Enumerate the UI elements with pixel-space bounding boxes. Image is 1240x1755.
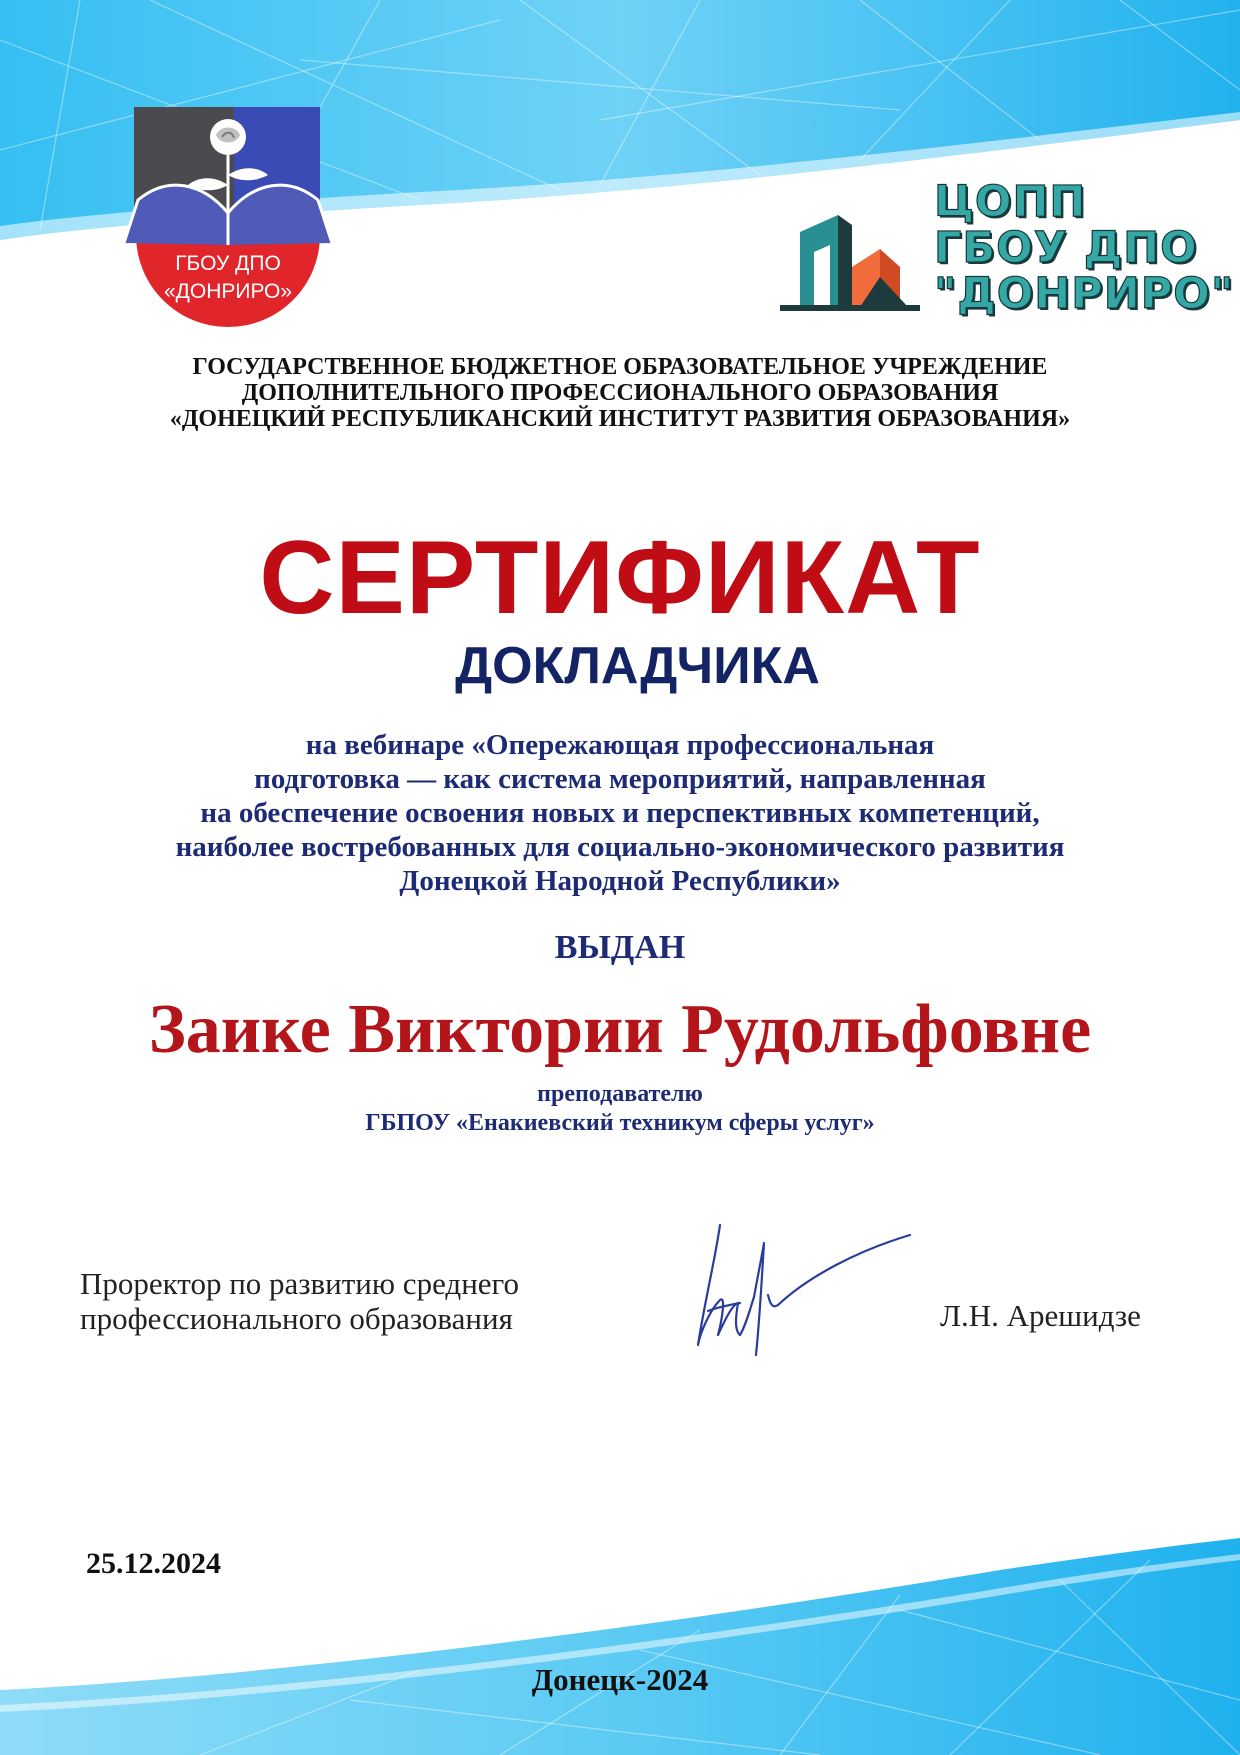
event-line: наиболее востребованных для социально-экономического развития: [175, 831, 1065, 863]
recipient-position: преподавателю: [537, 1081, 703, 1107]
signer-name: Л.Н. Арешидзе: [940, 1298, 1141, 1333]
right-logo-line1: ЦОПП: [934, 177, 1087, 227]
certificate-subtitle: ДОКЛАДЧИКА: [455, 637, 820, 695]
institution-name: [60, 354, 1180, 432]
recipient-organization: ГБПОУ «Енакиевский техникум сферы услуг»: [365, 1110, 875, 1136]
handwritten-signature: [670, 1205, 920, 1360]
event-description: [60, 728, 1180, 898]
certificate-title: СЕРТИФИКАТ: [259, 520, 981, 636]
recipient-name: Заике Виктории Рудольфовне: [148, 991, 1092, 1068]
signer-title: [80, 1266, 680, 1336]
left-logo-line2: «ДОНРИРО»: [163, 280, 293, 303]
event-line: на вебинаре «Опережающая профессиональная: [305, 729, 935, 761]
issued-label: ВЫДАН: [554, 929, 686, 966]
issue-date: 25.12.2024: [86, 1547, 221, 1580]
right-logo-line2: ГБОУ ДПО: [934, 223, 1198, 273]
bottom-blue-background: [0, 1500, 1240, 1755]
event-line: на обеспечение освоения новых и перспективных компетенций,: [200, 797, 1040, 829]
institution-line: ДОПОЛНИТЕЛЬНОГО ПРОФЕССИОНАЛЬНОГО ОБРАЗОВАНИЯ: [241, 380, 999, 406]
donriro-logo: [118, 105, 338, 335]
institution-line: «ДОНЕЦКИЙ РЕСПУБЛИКАНСКИЙ ИНСТИТУТ РАЗВИТИЯ ОБРАЗОВАНИЯ»: [169, 406, 1071, 432]
building-icon: [780, 197, 930, 317]
copp-logo: [780, 175, 1235, 335]
recipient-position-block: [0, 1080, 1240, 1138]
signer-title-line: профессионального образования: [80, 1301, 513, 1336]
left-logo-line1: ГБОУ ДПО: [175, 252, 281, 275]
right-logo-line3: "ДОНРИРО": [934, 269, 1235, 319]
event-line: подготовка — как система мероприятий, направленная: [254, 763, 986, 795]
event-line: Донецкой Народной Республики»: [399, 865, 841, 897]
signer-title-line: Проректор по развитию среднего: [80, 1266, 519, 1301]
institution-line: ГОСУДАРСТВЕННОЕ БЮДЖЕТНОЕ ОБРАЗОВАТЕЛЬНОЕ УЧРЕЖДЕНИЕ: [192, 354, 1048, 380]
city-year: Донецк-2024: [531, 1662, 709, 1697]
